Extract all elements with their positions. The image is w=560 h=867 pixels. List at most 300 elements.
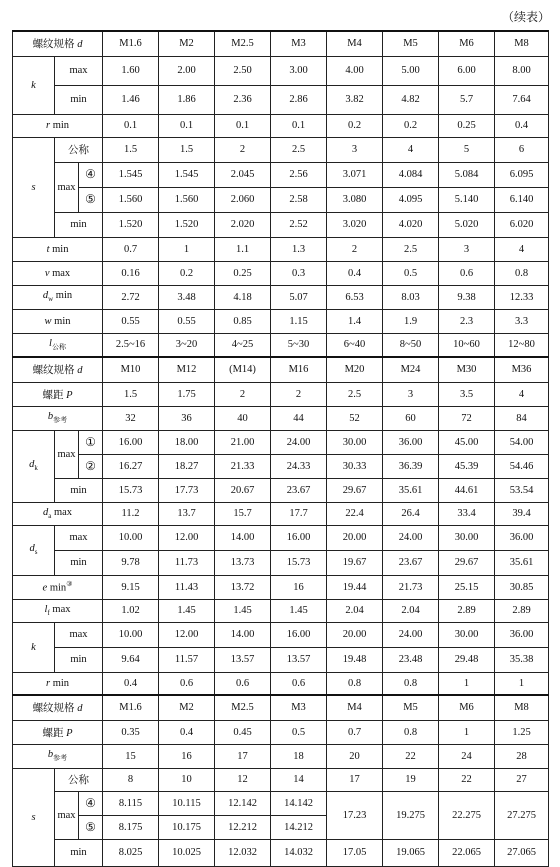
t-min-value: 2.5 bbox=[403, 243, 418, 255]
s-min-cell bbox=[439, 212, 495, 237]
dw-subscript: w bbox=[48, 295, 54, 304]
ds-max-cell bbox=[271, 525, 327, 550]
k-min-value: 35.38 bbox=[509, 654, 534, 665]
e-min-value: 25.15 bbox=[454, 581, 479, 593]
w-min-value: 0.85 bbox=[233, 315, 252, 327]
b-ref-cell bbox=[215, 744, 271, 768]
dk-min-value: 15.73 bbox=[118, 484, 143, 496]
column-header bbox=[215, 695, 271, 720]
dk-max-1-cell bbox=[439, 430, 495, 454]
ds-subscript: s bbox=[34, 548, 38, 557]
da-max-cell bbox=[103, 502, 159, 525]
r-min-cell bbox=[159, 114, 215, 137]
dw-min-cell bbox=[327, 285, 383, 309]
k-max-cell bbox=[215, 56, 271, 85]
k-min-value: 23.48 bbox=[398, 654, 423, 665]
dk-min-cell bbox=[271, 478, 327, 502]
dk-symbol: d bbox=[29, 459, 35, 471]
pitch-text: 螺距 bbox=[42, 389, 64, 401]
da-max-cell bbox=[271, 502, 327, 525]
s-max-4-cell bbox=[327, 162, 383, 187]
b-ref-cell bbox=[103, 406, 159, 430]
k-min-value: 19.48 bbox=[342, 654, 367, 665]
k-max-value: 2.00 bbox=[177, 65, 196, 76]
max-text: max bbox=[69, 65, 88, 76]
k-min-cell bbox=[215, 85, 271, 114]
column-header bbox=[271, 31, 327, 56]
min-label bbox=[55, 550, 103, 575]
ds-max-value: 36.00 bbox=[509, 532, 534, 543]
s-max-4-value: 2.56 bbox=[289, 169, 308, 180]
pitch-cell bbox=[495, 720, 549, 744]
dk-min-cell bbox=[439, 478, 495, 502]
circled-5 bbox=[79, 187, 103, 212]
max-label bbox=[55, 56, 103, 85]
k-max-value: 12.00 bbox=[174, 629, 199, 640]
s-min-value: 3.020 bbox=[342, 219, 367, 230]
da-max-value: 13.7 bbox=[177, 508, 196, 519]
k-max-cell bbox=[439, 56, 495, 85]
circled-5-text: ⑤ bbox=[85, 819, 96, 834]
e-min-cell bbox=[439, 575, 495, 599]
pitch-cell bbox=[439, 382, 495, 406]
da-max-cell bbox=[439, 502, 495, 525]
circled-1-text: ① bbox=[85, 434, 96, 449]
k-max-cell bbox=[327, 56, 383, 85]
s-max-5-cell bbox=[271, 187, 327, 212]
b-ref-label bbox=[13, 406, 103, 430]
column-header bbox=[439, 31, 495, 56]
column-header bbox=[159, 31, 215, 56]
w-min-value: 2.3 bbox=[459, 315, 474, 327]
k-symbol: k bbox=[31, 641, 36, 653]
circled-2 bbox=[79, 454, 103, 478]
r-min-cell bbox=[215, 672, 271, 695]
k-label bbox=[13, 622, 55, 672]
ds-min-cell bbox=[271, 550, 327, 575]
s-nominal-value: 12 bbox=[237, 774, 248, 785]
lf-max-cell bbox=[495, 599, 549, 622]
r-min-cell bbox=[159, 672, 215, 695]
nominal-text: 公称 bbox=[68, 145, 89, 156]
column-header bbox=[383, 357, 439, 382]
dk-max-1-cell bbox=[215, 430, 271, 454]
s-max-4-cell bbox=[439, 162, 495, 187]
dw-min-value: 8.03 bbox=[401, 291, 420, 303]
column-header-label: M5 bbox=[403, 702, 418, 714]
k-min-value: 29.48 bbox=[454, 654, 479, 665]
da-max-cell bbox=[215, 502, 271, 525]
k-min-value: 11.57 bbox=[174, 654, 199, 665]
l-nominal-cell bbox=[215, 333, 271, 357]
dk-max-2-value: 54.46 bbox=[509, 460, 534, 472]
dk-max-2-value: 36.39 bbox=[398, 460, 423, 472]
k-max-value: 6.00 bbox=[457, 65, 476, 76]
column-header-label: M8 bbox=[514, 702, 529, 714]
k-min-cell bbox=[103, 647, 159, 672]
column-header-label: M5 bbox=[403, 38, 418, 50]
k-min-cell bbox=[215, 647, 271, 672]
ds-max-value: 24.00 bbox=[398, 532, 423, 543]
dk-min-cell bbox=[215, 478, 271, 502]
k-min-value: 13.57 bbox=[230, 654, 255, 665]
dk-max-2-value: 16.27 bbox=[118, 460, 143, 472]
s-min-value: 2.020 bbox=[230, 219, 255, 230]
t-min-label bbox=[13, 237, 103, 261]
s-nominal-cell bbox=[271, 768, 327, 791]
w-min-value: 1.9 bbox=[403, 315, 418, 327]
s-min-value: 22.065 bbox=[452, 847, 481, 858]
column-header-label: M36 bbox=[511, 364, 532, 376]
b-ref-value: 28 bbox=[516, 750, 527, 762]
max-label bbox=[55, 162, 79, 212]
column-header-label: M2.5 bbox=[231, 702, 254, 714]
b-ref-value: 16 bbox=[181, 750, 192, 762]
s-nominal-cell bbox=[103, 137, 159, 162]
r-min-value: 1 bbox=[463, 677, 470, 689]
da-max-cell bbox=[495, 502, 549, 525]
spec-label: 螺纹规格 bbox=[32, 39, 75, 51]
s-nominal-value: 19 bbox=[405, 774, 416, 785]
s-max-5-value: 1.560 bbox=[118, 194, 143, 205]
b-symbol: b bbox=[47, 748, 54, 760]
min-text: min bbox=[70, 219, 87, 230]
min-label bbox=[55, 212, 103, 237]
s-label bbox=[13, 768, 55, 866]
s-max-5-value: 12.212 bbox=[228, 821, 257, 833]
k-min-cell bbox=[495, 647, 549, 672]
t-min-cell bbox=[495, 237, 549, 261]
b-ref-cell bbox=[439, 406, 495, 430]
ds-label bbox=[13, 525, 55, 575]
r-min-cell bbox=[327, 114, 383, 137]
s-max-5-value: 6.140 bbox=[509, 194, 534, 205]
b-ref-cell bbox=[271, 406, 327, 430]
w-min-cell bbox=[271, 309, 327, 333]
max-text: max bbox=[53, 506, 73, 518]
r-symbol: r bbox=[45, 677, 51, 689]
s-nominal-value: 27 bbox=[516, 774, 527, 785]
l-nominal-cell bbox=[159, 333, 215, 357]
e-min-value: 21.73 bbox=[398, 581, 423, 593]
pitch-cell bbox=[215, 382, 271, 406]
e-min-cell bbox=[103, 575, 159, 599]
column-header-label: M4 bbox=[347, 702, 362, 714]
s-min-value: 4.020 bbox=[398, 219, 423, 230]
s-max-5-cell bbox=[159, 815, 215, 839]
s-max-4-value: 3.071 bbox=[342, 169, 367, 180]
s-max-4-cell bbox=[495, 162, 549, 187]
lf-max-cell bbox=[271, 599, 327, 622]
dw-min-value: 5.07 bbox=[289, 291, 308, 303]
r-min-value: 0.8 bbox=[347, 677, 362, 689]
k-max-value: 20.00 bbox=[342, 629, 367, 640]
column-header bbox=[103, 357, 159, 382]
dw-symbol: d bbox=[42, 290, 49, 302]
dk-max-2-cell bbox=[215, 454, 271, 478]
da-max-cell bbox=[159, 502, 215, 525]
t-min-cell bbox=[159, 237, 215, 261]
k-max-value: 2.50 bbox=[233, 65, 252, 76]
b-ref-value: 84 bbox=[516, 412, 527, 424]
dk-max-1-value: 21.00 bbox=[230, 436, 255, 448]
pitch-label bbox=[13, 382, 103, 406]
k-min-value: 2.36 bbox=[233, 94, 252, 105]
k-min-cell bbox=[159, 647, 215, 672]
column-header bbox=[439, 357, 495, 382]
pitch-cell bbox=[271, 720, 327, 744]
pitch-value: 1.75 bbox=[177, 388, 196, 400]
l-nominal-value: 12~80 bbox=[508, 339, 535, 351]
r-min-value: 0.4 bbox=[123, 677, 138, 689]
s-min-cell bbox=[383, 839, 439, 866]
pitch-value: 0.5 bbox=[291, 726, 306, 738]
s-max-5-cell bbox=[439, 187, 495, 212]
s-max-4-value: 12.142 bbox=[228, 797, 257, 809]
lf-max-cell bbox=[215, 599, 271, 622]
dk-min-value: 44.61 bbox=[454, 484, 479, 496]
s-nominal-value: 6 bbox=[518, 144, 525, 155]
ds-max-value: 16.00 bbox=[286, 532, 311, 543]
s-nominal-value: 8 bbox=[127, 774, 134, 785]
s-max-5-cell bbox=[383, 187, 439, 212]
dk-max-1-value: 30.00 bbox=[342, 436, 367, 448]
min-label bbox=[55, 478, 103, 502]
column-header-label: M20 bbox=[344, 364, 365, 376]
b-ref-cell bbox=[159, 406, 215, 430]
column-header-label: M8 bbox=[514, 38, 529, 50]
e-min-cell bbox=[215, 575, 271, 599]
column-header-label: M10 bbox=[120, 364, 141, 376]
s-max-5-cell bbox=[271, 815, 327, 839]
dk-max-1-value: 18.00 bbox=[174, 436, 199, 448]
r-min-value: 0.1 bbox=[291, 120, 306, 131]
column-header-label: (M14) bbox=[229, 364, 256, 376]
s-max-merged-cell bbox=[495, 791, 549, 839]
e-min-value: 11.43 bbox=[174, 581, 199, 593]
s-max-4-value: 2.045 bbox=[230, 169, 255, 180]
dw-min-cell bbox=[271, 285, 327, 309]
s-max-5-value: 14.212 bbox=[284, 821, 313, 833]
w-min-value: 3.3 bbox=[514, 315, 529, 327]
b-ref-cell bbox=[159, 744, 215, 768]
s-min-cell bbox=[383, 212, 439, 237]
column-header bbox=[215, 357, 271, 382]
pitch-value: 3.5 bbox=[459, 388, 474, 400]
dw-min-cell bbox=[383, 285, 439, 309]
column-header-label: M1.6 bbox=[119, 702, 142, 714]
s-nominal-value: 1.5 bbox=[179, 144, 194, 155]
column-header-label: M24 bbox=[400, 364, 421, 376]
lf-max-value: 1.45 bbox=[289, 605, 308, 616]
ds-min-value: 35.61 bbox=[509, 557, 534, 568]
da-max-value: 15.7 bbox=[233, 508, 252, 519]
r-min-cell bbox=[327, 672, 383, 695]
ds-min-cell bbox=[215, 550, 271, 575]
v-max-cell bbox=[215, 261, 271, 285]
b-ref-value: 40 bbox=[237, 412, 248, 424]
k-max-cell bbox=[159, 56, 215, 85]
dw-min-cell bbox=[439, 285, 495, 309]
e-min-value: 19.44 bbox=[342, 581, 367, 593]
s-max-4-value: 1.545 bbox=[118, 169, 143, 180]
min-text: min bbox=[70, 557, 87, 568]
s-nominal-value: 4 bbox=[407, 144, 414, 155]
s-max-4-value: 10.115 bbox=[172, 797, 201, 809]
column-header-label: M2.5 bbox=[231, 38, 254, 50]
ds-symbol: d bbox=[29, 543, 35, 555]
min-text: min bbox=[70, 847, 87, 858]
ds-min-cell bbox=[383, 550, 439, 575]
column-header-label: M30 bbox=[456, 364, 477, 376]
r-min-value: 0.1 bbox=[179, 120, 194, 131]
column-header-label: M4 bbox=[347, 38, 362, 50]
v-max-cell bbox=[159, 261, 215, 285]
lf-symbol: l bbox=[44, 603, 48, 615]
dw-min-value: 9.38 bbox=[457, 291, 476, 303]
r-min-cell bbox=[495, 672, 549, 695]
b-ref-value: 52 bbox=[349, 412, 360, 424]
k-max-value: 8.00 bbox=[512, 65, 531, 76]
lf-subscript: f bbox=[47, 609, 50, 618]
ds-max-cell bbox=[159, 525, 215, 550]
dk-max-1-value: 36.00 bbox=[398, 436, 423, 448]
circled-4 bbox=[79, 791, 103, 815]
ds-min-value: 13.73 bbox=[230, 557, 255, 568]
pitch-value: 4 bbox=[518, 388, 525, 400]
dk-max-2-value: 24.33 bbox=[286, 460, 311, 472]
k-min-cell bbox=[159, 85, 215, 114]
s-nominal-cell bbox=[215, 768, 271, 791]
ds-max-cell bbox=[439, 525, 495, 550]
s-min-cell bbox=[103, 839, 159, 866]
e-symbol: e bbox=[42, 582, 48, 594]
header-spec-label bbox=[13, 357, 103, 382]
dk-min-cell bbox=[159, 478, 215, 502]
s-max-5-value: 3.080 bbox=[342, 194, 367, 205]
dk-max-1-cell bbox=[327, 430, 383, 454]
b-ref-value: 44 bbox=[293, 412, 304, 424]
circled-2-text: ② bbox=[85, 458, 96, 473]
dk-max-1-cell bbox=[495, 430, 549, 454]
lf-max-cell bbox=[327, 599, 383, 622]
r-min-value: 0.25 bbox=[457, 120, 476, 131]
dk-max-1-value: 16.00 bbox=[118, 436, 143, 448]
l-nominal-value: 10~60 bbox=[453, 339, 480, 351]
s-max-4-cell bbox=[271, 162, 327, 187]
s-min-cell bbox=[159, 212, 215, 237]
max-text: max bbox=[57, 181, 76, 193]
da-max-value: 33.4 bbox=[457, 508, 476, 519]
v-max-value: 0.6 bbox=[459, 267, 474, 279]
da-max-label bbox=[13, 502, 103, 525]
pitch-var: P bbox=[66, 389, 73, 401]
max-text: max bbox=[52, 603, 71, 615]
dw-min-value: 12.33 bbox=[509, 291, 534, 303]
r-min-cell bbox=[495, 114, 549, 137]
dk-min-cell bbox=[495, 478, 549, 502]
dk-max-2-cell bbox=[103, 454, 159, 478]
s-min-cell bbox=[103, 212, 159, 237]
r-min-label bbox=[13, 672, 103, 695]
l-nominal-value: 4~25 bbox=[231, 339, 254, 351]
k-min-cell bbox=[495, 85, 549, 114]
e-min-value: 13.72 bbox=[230, 581, 255, 593]
table-section-m1-6-to-m8 bbox=[13, 31, 549, 357]
dk-label bbox=[13, 430, 55, 502]
dk-min-cell bbox=[327, 478, 383, 502]
s-nominal-cell bbox=[327, 137, 383, 162]
s-max-4-value: 1.545 bbox=[174, 169, 199, 180]
v-max-cell bbox=[103, 261, 159, 285]
s-max-5-value: 2.58 bbox=[289, 194, 308, 205]
lf-max-value: 1.02 bbox=[121, 605, 140, 616]
s-nominal-value: 5 bbox=[463, 144, 470, 155]
s-nominal-cell bbox=[159, 137, 215, 162]
s-max-merged-cell bbox=[383, 791, 439, 839]
l-subscript: 公称 bbox=[51, 342, 66, 351]
r-min-value: 0.1 bbox=[235, 120, 250, 131]
circled-5 bbox=[79, 815, 103, 839]
s-min-cell bbox=[215, 212, 271, 237]
ds-min-value: 9.78 bbox=[121, 557, 140, 568]
column-header-label: M12 bbox=[176, 364, 197, 376]
w-min-cell bbox=[495, 309, 549, 333]
column-header bbox=[271, 695, 327, 720]
column-header-label: M3 bbox=[291, 38, 306, 50]
k-max-cell bbox=[495, 56, 549, 85]
dk-max-2-cell bbox=[439, 454, 495, 478]
min-text: min bbox=[52, 677, 70, 689]
ds-min-cell bbox=[439, 550, 495, 575]
s-nominal-value: 14 bbox=[293, 774, 304, 785]
s-min-cell bbox=[439, 839, 495, 866]
pitch-cell bbox=[327, 720, 383, 744]
r-min-cell bbox=[439, 672, 495, 695]
v-max-value: 0.3 bbox=[291, 267, 306, 279]
s-min-value: 10.025 bbox=[172, 847, 201, 858]
s-max-4-cell bbox=[159, 162, 215, 187]
t-min-value: 1 bbox=[183, 243, 190, 255]
pitch-cell bbox=[327, 382, 383, 406]
column-header bbox=[439, 695, 495, 720]
t-min-cell bbox=[327, 237, 383, 261]
table-section-m10-to-m36 bbox=[13, 357, 549, 695]
t-min-cell bbox=[439, 237, 495, 261]
s-nominal-cell bbox=[271, 137, 327, 162]
t-min-value: 1.1 bbox=[235, 243, 250, 255]
da-max-value: 11.2 bbox=[121, 508, 140, 519]
column-header bbox=[159, 357, 215, 382]
l-nominal-cell bbox=[439, 333, 495, 357]
s-min-cell bbox=[159, 839, 215, 866]
dw-min-value: 2.72 bbox=[121, 291, 140, 303]
s-min-value: 12.032 bbox=[228, 847, 257, 858]
v-max-cell bbox=[271, 261, 327, 285]
dk-max-1-value: 54.00 bbox=[509, 436, 534, 448]
w-min-cell bbox=[103, 309, 159, 333]
s-nominal-cell bbox=[439, 768, 495, 791]
t-min-value: 4 bbox=[518, 243, 525, 255]
circled-4-text: ④ bbox=[85, 167, 96, 181]
dk-min-value: 29.67 bbox=[342, 484, 367, 496]
max-text: max bbox=[52, 267, 71, 279]
b-ref-cell bbox=[495, 744, 549, 768]
lf-max-value: 1.45 bbox=[233, 605, 252, 616]
da-max-value: 39.4 bbox=[512, 508, 531, 519]
k-max-value: 36.00 bbox=[509, 629, 534, 640]
s-max-5-value: 1.560 bbox=[174, 194, 199, 205]
